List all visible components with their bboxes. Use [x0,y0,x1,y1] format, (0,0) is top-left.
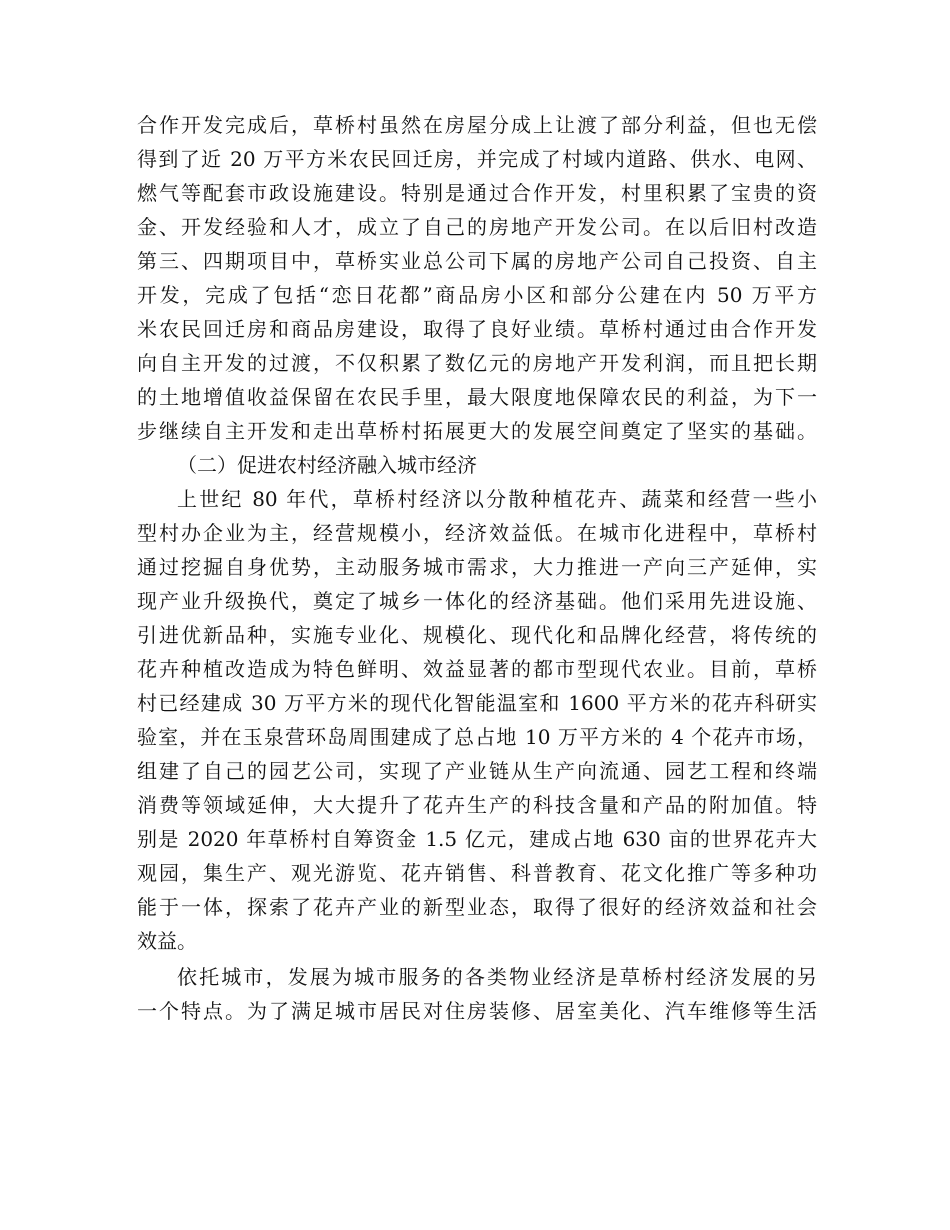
text-line: 组建了自己的园艺公司，实现了产业链从生产向流通、园艺工程和终端 [137,759,817,783]
text-line: 通过挖掘自身优势，主动服务城市需求，大力推进一产向三产延伸，实 [137,555,817,579]
text-line: 开发，完成了包括“恋日花都”商品房小区和部分公建在内 50 万平方 [137,283,817,307]
text-line: 金、开发经验和人才，成立了自己的房地产开发公司。在以后旧村改造 [137,215,817,239]
text-line: 步继续自主开发和走出草桥村拓展更大的发展空间奠定了坚实的基础。 [137,419,817,443]
text-line: 效益。 [137,929,197,953]
text-line: 一个特点。为了满足城市居民对住房装修、居室美化、汽车维修等生活 [137,999,817,1023]
text-line: 米农民回迁房和商品房建设，取得了良好业绩。草桥村通过由合作开发 [137,317,817,341]
text-line: 花卉种植改造成为特色鲜明、效益显著的都市型现代农业。目前，草桥 [137,657,817,681]
text-line: 现产业升级换代，奠定了城乡一体化的经济基础。他们采用先进设施、 [137,589,817,613]
text-line: 观园，集生产、观光游览、花卉销售、科普教育、花文化推广等多种功 [137,861,817,885]
section-heading: （二）促进农村经济融入城市经济 [177,453,477,477]
text-line: 向自主开发的过渡，不仅积累了数亿元的房地产开发利润，而且把长期 [137,351,817,375]
text-line: 依托城市，发展为城市服务的各类物业经济是草桥村经济发展的另 [177,965,817,989]
paragraph-cooperation-development [137,108,817,448]
document-body [137,108,817,1028]
text-line: 得到了近 20 万平方米农民回迁房，并完成了村域内道路、供水、电网、 [137,147,817,171]
paragraph-urban-economy [137,482,817,958]
text-line: 的土地增值收益保留在农民手里，最大限度地保障农民的利益，为下一 [137,385,817,409]
text-line: 能于一体，探索了花卉产业的新型业态，取得了很好的经济效益和社会 [137,895,817,919]
text-line: 村已经建成 30 万平方米的现代化智能温室和 1600 平方米的花卉科研实 [137,691,817,715]
text-line: 验室，并在玉泉营环岛周围建成了总占地 10 万平方米的 4 个花卉市场， [137,725,817,749]
text-line: 型村办企业为主，经营规模小，经济效益低。在城市化进程中，草桥村 [137,521,817,545]
text-line: 第三、四期项目中，草桥实业总公司下属的房地产公司自己投资、自主 [137,249,817,273]
text-line: 燃气等配套市政设施建设。特别是通过合作开发，村里积累了宝贵的资 [137,181,817,205]
text-line: 上世纪 80 年代，草桥村经济以分散种植花卉、蔬菜和经营一些小 [177,487,817,511]
text-line: 合作开发完成后，草桥村虽然在房屋分成上让渡了部分利益，但也无偿 [137,113,817,137]
text-line: 引进优新品种，实施专业化、规模化、现代化和品牌化经营，将传统的 [137,623,817,647]
text-line: 消费等领域延伸，大大提升了花卉生产的科技含量和产品的附加值。特 [137,793,817,817]
paragraph-property-economy [137,960,817,1028]
text-line: 别是 2020 年草桥村自筹资金 1.5 亿元，建成占地 630 亩的世界花卉大 [137,827,817,851]
